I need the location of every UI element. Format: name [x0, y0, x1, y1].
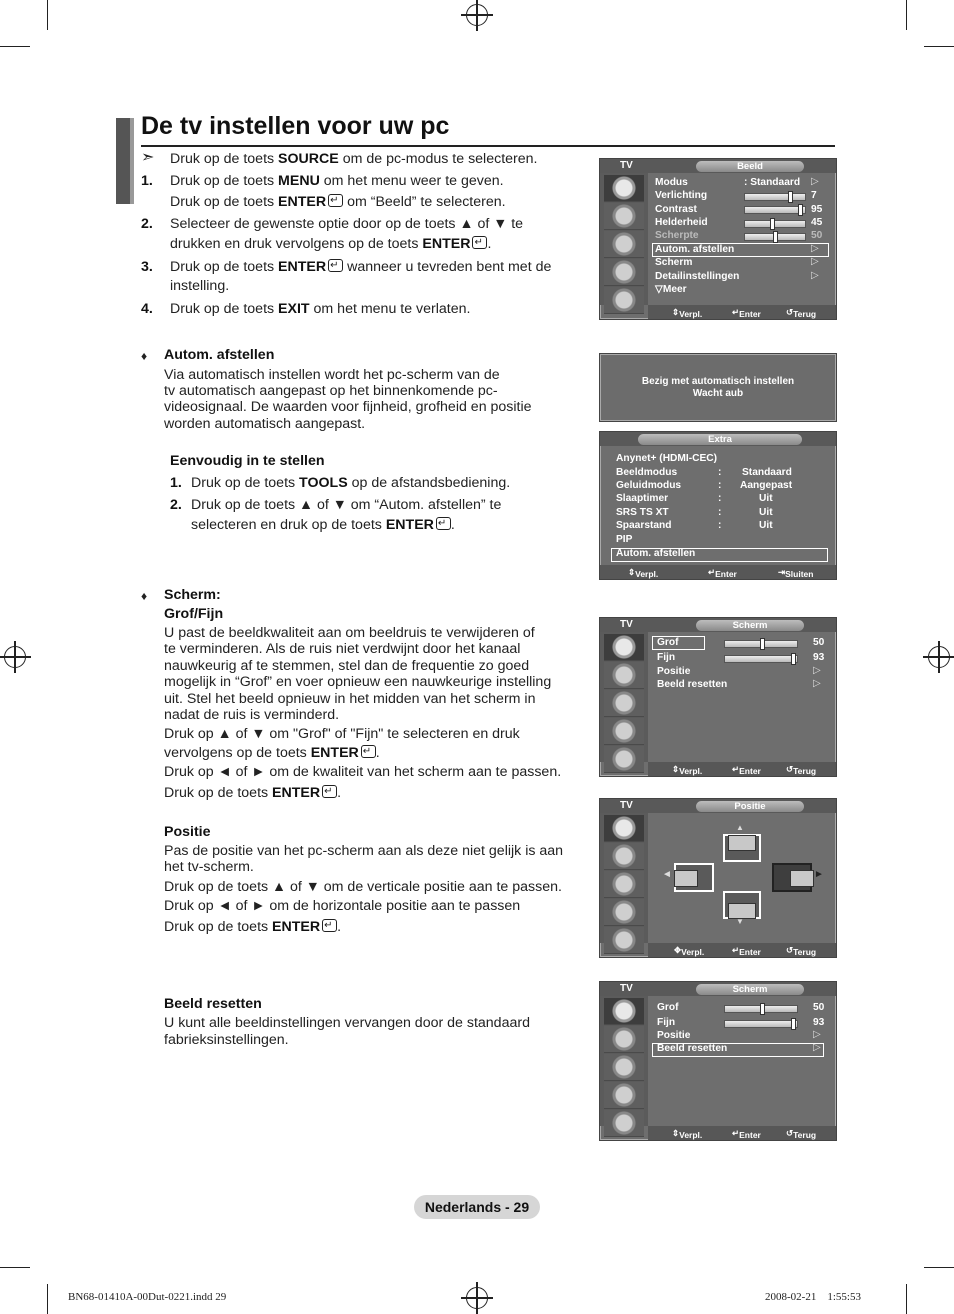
menu-item-slaaptimer[interactable]: Slaaptimer: [616, 493, 669, 504]
step-number: 2.: [170, 497, 182, 513]
menu-header: [600, 159, 836, 173]
heading-text: Eenvoudig in te stellen: [170, 453, 325, 469]
menu-item-autom-afstellen[interactable]: Autom. afstellen: [616, 548, 696, 559]
menu-sep: :: [718, 493, 722, 504]
crop-mark: [924, 46, 954, 47]
arrow-right-icon: ▷: [813, 1029, 821, 1040]
page-number-badge: Nederlands - 29: [414, 1195, 540, 1219]
position-indicator: [674, 870, 698, 887]
step-3-line1: [170, 259, 551, 276]
text: Verpl.: [635, 569, 659, 579]
tv-label: TV: [620, 800, 633, 811]
crop-mark: [906, 0, 907, 30]
step-2-line2: [170, 236, 491, 253]
menu-sidebar: [600, 173, 648, 305]
key-label: ENTER: [310, 745, 359, 761]
menu-value: Aangepast: [740, 480, 793, 491]
heading-text: Beeld resetten: [164, 996, 262, 1012]
menu-item-detailinstellingen[interactable]: Detailinstellingen: [655, 271, 740, 282]
menu-value: 50: [813, 637, 825, 648]
helderheid-slider[interactable]: [744, 220, 806, 228]
menu-sidebar: [600, 632, 648, 762]
menu-footer: [648, 762, 836, 776]
menu-item-beeld-resetten[interactable]: Beeld resetten: [657, 1043, 728, 1054]
positie-instr-2: Druk op ◄ of ► om de horizontale positie aan te passen: [164, 898, 521, 914]
text: Druk op de toets: [170, 259, 279, 275]
text: .: [375, 745, 380, 761]
text: Verpl.: [679, 1130, 703, 1140]
slider-thumb[interactable]: [770, 218, 775, 230]
tv-menu-scherm-reset: [599, 981, 837, 1141]
text: Druk op de toets: [170, 301, 279, 317]
close-hint: ⇥ Sluiten: [778, 567, 814, 579]
enter-hint: ↵ Enter: [708, 567, 737, 579]
slider-thumb[interactable]: [791, 1018, 796, 1030]
back-hint: ↺ Terug: [786, 307, 817, 319]
text: Druk op de toets: [170, 194, 279, 210]
tv-menu-extra: [599, 431, 837, 580]
setup-icon[interactable]: [604, 718, 644, 745]
arrow-right-icon: ▷: [813, 665, 821, 676]
enter-icon: [328, 194, 343, 207]
menu-value: 93: [813, 1017, 825, 1028]
step-number: 2.: [141, 216, 153, 232]
setup-icon[interactable]: [604, 259, 644, 286]
key-label: ENTER: [385, 517, 434, 533]
sound-icon[interactable]: [604, 203, 644, 230]
menu-footer: [648, 1126, 836, 1140]
arrow-right-icon: ▷: [811, 256, 819, 267]
menu-item-geluidmodus[interactable]: Geluidmodus: [616, 480, 682, 491]
enter-hint: ↵ Enter: [732, 307, 761, 319]
arrow-right-icon: ▷: [811, 176, 819, 187]
text: om de pc-modus te selecteren.: [338, 151, 538, 167]
key-label: ENTER: [272, 919, 321, 935]
menu-value: Uit: [759, 493, 773, 504]
menu-header: [600, 982, 836, 996]
slider-thumb[interactable]: [760, 1003, 765, 1015]
menu-item-pip[interactable]: PIP: [616, 534, 633, 545]
text: Enter: [739, 947, 761, 957]
enter-hint: ↵ Enter: [732, 945, 761, 957]
back-hint: ↺ Terug: [786, 1128, 817, 1140]
enter-icon: [361, 745, 376, 758]
sound-icon[interactable]: [604, 662, 644, 689]
crop-mark: [0, 46, 30, 47]
enter-icon: [322, 919, 337, 932]
scherm-instr-4: [164, 785, 341, 802]
step-number: 1.: [141, 173, 153, 189]
heading-text: Autom. afstellen: [164, 347, 275, 363]
crop-mark: [906, 1284, 907, 1314]
key-label: MENU: [278, 173, 320, 189]
reset-body-2: fabrieksinstellingen.: [164, 1032, 289, 1048]
move-hint: ⇕ Verpl.: [672, 307, 703, 319]
section-heading: [164, 347, 274, 364]
back-hint: ↺ Terug: [786, 764, 817, 776]
key-label: ENTER: [278, 259, 327, 275]
reset-body-1: U kunt alle beeldinstellingen vervangen door de standaard: [164, 1015, 530, 1031]
sub-heading: [164, 996, 262, 1013]
text: Terug: [793, 309, 817, 319]
input-icon[interactable]: [604, 1110, 644, 1137]
scherm-body1-1: U past de beeldkwaliteit aan om beeldruis te verwijderen of: [164, 625, 535, 641]
sub-heading: [164, 824, 211, 841]
menu-value: 7: [811, 190, 817, 201]
tv-label: TV: [620, 619, 633, 630]
menu-item-fijn[interactable]: Fijn: [657, 1017, 676, 1028]
menu-item-spaarstand[interactable]: Spaarstand: [616, 520, 672, 531]
text: Enter: [739, 1130, 761, 1140]
menu-item-scherm[interactable]: Scherm: [655, 257, 693, 268]
text: Druk op de toets: [164, 785, 273, 801]
menu-item-autom-afstellen[interactable]: Autom. afstellen: [655, 244, 735, 255]
menu-item-modus[interactable]: Modus: [655, 177, 688, 188]
page-title: De tv instellen voor uw pc: [141, 112, 450, 140]
side-accent-bar: [116, 118, 134, 204]
arrow-left-icon[interactable]: ◄: [662, 869, 672, 880]
text: Enter: [715, 569, 737, 579]
text: Druk op de toets: [191, 475, 300, 491]
move-hint: ⇕ Verpl.: [628, 567, 659, 579]
menu-value: 95: [811, 204, 823, 215]
menu-header: [600, 618, 836, 632]
registration-mark-icon: [4, 646, 26, 668]
menu-title: Scherm: [696, 620, 804, 631]
channel-icon[interactable]: [604, 871, 644, 898]
tv-label: TV: [620, 983, 633, 994]
step-1-line2: [170, 194, 506, 211]
enter-icon: [328, 259, 343, 272]
menu-value: Uit: [759, 507, 773, 518]
menu-item-anynet[interactable]: Anynet+ (HDMI-CEC): [616, 453, 718, 464]
message-line-2: Wacht aub: [692, 388, 744, 399]
section-heading: [164, 587, 221, 604]
crop-mark: [47, 1284, 48, 1314]
grof-slider[interactable]: [724, 640, 798, 648]
enter-icon: [436, 517, 451, 530]
text: Enter: [739, 766, 761, 776]
autom-body-1: Via automatisch instellen wordt het pc-scherm van de: [164, 367, 500, 383]
text: Verpl.: [681, 947, 705, 957]
key-label: TOOLS: [299, 475, 348, 491]
setup-icon[interactable]: [604, 1082, 644, 1109]
text: wanneer u tevreden bent met de: [343, 259, 552, 275]
picture-icon[interactable]: [604, 998, 644, 1025]
menu-item-positie[interactable]: Positie: [657, 1030, 691, 1041]
sub-heading: [170, 453, 325, 470]
text: Terug: [793, 766, 817, 776]
step-number: 1.: [170, 475, 182, 491]
text: Terug: [793, 1130, 817, 1140]
enter-icon: [322, 785, 337, 798]
registration-mark-icon: [928, 646, 950, 668]
picture-icon[interactable]: [604, 634, 644, 661]
fijn-slider[interactable]: [724, 1020, 798, 1028]
intro-note: [170, 151, 537, 168]
text: Druk op de toets: [170, 151, 279, 167]
menu-value: Uit: [759, 520, 773, 531]
text: drukken en druk vervolgens op de toets: [170, 236, 423, 252]
arrow-right-icon: ▷: [811, 270, 819, 281]
step-number: 3.: [141, 259, 153, 275]
arrow-right-icon[interactable]: ►: [814, 869, 824, 880]
text: .: [337, 919, 342, 935]
position-down-box[interactable]: [723, 891, 761, 919]
menu-footer: [648, 943, 836, 957]
text: Verpl.: [679, 309, 703, 319]
move-hint: ✥ Verpl.: [674, 945, 705, 957]
move-hint: ⇕ Verpl.: [672, 1128, 703, 1140]
input-icon[interactable]: [604, 287, 644, 314]
menu-item-verlichting[interactable]: Verlichting: [655, 190, 708, 201]
menu-item-beeldmodus[interactable]: Beeldmodus: [616, 467, 678, 478]
text: .: [450, 517, 455, 533]
key-label: EXIT: [278, 301, 310, 317]
autom-body-2: tv automatisch aangepast op het binnenkomende pc-: [164, 383, 498, 399]
scherm-body1-3: nauwkeurig af te stemmen, stel dan de frequentie zo goed: [164, 658, 530, 674]
auto-adjust-message: [599, 353, 837, 422]
menu-item-beeld-resetten[interactable]: Beeld resetten: [657, 679, 728, 690]
scherm-body1-4: mogelijk in “Grof” en voer opnieuw een nauwkeurige instelling: [164, 674, 552, 690]
picture-icon[interactable]: [604, 815, 644, 842]
setup-icon[interactable]: [604, 899, 644, 926]
picture-icon[interactable]: [604, 175, 644, 202]
arrow-right-icon: ▷: [813, 678, 821, 689]
text: om “Beeld” te selecteren.: [343, 194, 506, 210]
enter-icon: [472, 236, 487, 249]
grof-slider[interactable]: [724, 1005, 798, 1013]
move-hint: ⇕ Verpl.: [672, 764, 703, 776]
menu-item-grof[interactable]: Grof: [657, 637, 679, 648]
menu-title: Beeld: [696, 161, 804, 172]
arrow-right-icon: ▷: [811, 243, 819, 254]
channel-icon[interactable]: [604, 1054, 644, 1081]
menu-sidebar: [600, 813, 648, 943]
note-arrow-icon: ➣: [141, 149, 155, 166]
position-indicator: [728, 835, 756, 851]
menu-title: Scherm: [696, 984, 804, 995]
contrast-slider[interactable]: [744, 206, 806, 214]
menu-value: Standaard: [742, 467, 792, 478]
crop-mark: [47, 0, 48, 30]
menu-sidebar: [600, 996, 648, 1126]
tv-menu-scherm: [599, 617, 837, 777]
scherm-body1-2: te verminderen. Als de ruis niet verdwijnt door het kanaal: [164, 641, 521, 657]
text: om het menu weer te geven.: [319, 173, 504, 189]
enter-hint: ↵ Enter: [732, 1128, 761, 1140]
autom-body-4: worden automatisch aangepast.: [164, 416, 366, 432]
scherm-body1-5: uit. Stel het beeld opnieuw in het midden van het scherm in: [164, 691, 536, 707]
slider-thumb[interactable]: [760, 638, 765, 650]
text: vervolgens op de toets: [164, 745, 311, 761]
scherm-body1-6: nadat de ruis is verminderd.: [164, 707, 340, 723]
text: Sluiten: [785, 569, 814, 579]
key-label: ENTER: [278, 194, 327, 210]
position-indicator: [790, 870, 814, 887]
scherm-instr-1: Druk op ▲ of ▼ om "Grof" of "Fijn" te selecteren en druk: [164, 726, 520, 742]
heading-text: Positie: [164, 824, 211, 840]
menu-header: [600, 799, 836, 813]
positie-instr-3: [164, 919, 341, 936]
menu-title: Extra: [638, 434, 802, 445]
channel-icon[interactable]: [604, 690, 644, 717]
input-icon[interactable]: [604, 927, 644, 954]
menu-title: Positie: [696, 801, 804, 812]
positie-body-1: Pas de positie van het pc-scherm aan als deze niet gelijk is aan: [164, 843, 564, 859]
text: op de afstandsbediening.: [347, 475, 511, 491]
channel-icon[interactable]: [604, 231, 644, 258]
menu-value: 93: [813, 652, 825, 663]
menu-header: [600, 432, 836, 446]
step-number: 4.: [141, 301, 153, 317]
fijn-slider[interactable]: [724, 655, 798, 663]
menu-footer: [600, 565, 836, 579]
tv-label: TV: [620, 160, 633, 171]
menu-value: : Standaard: [744, 177, 801, 188]
scherm-instr-3: Druk op ◄ of ► om de kwaliteit van het scherm aan te passen.: [164, 764, 562, 780]
bullet-icon: ♦: [141, 349, 148, 363]
autom-step-1: [191, 475, 510, 492]
slider-thumb[interactable]: [773, 231, 778, 243]
autom-step-2-line2: [191, 517, 455, 534]
text: Enter: [739, 309, 761, 319]
print-date: 2008-02-21 1:55:53: [765, 1291, 861, 1303]
back-hint: ↺ Terug: [786, 945, 817, 957]
sound-icon[interactable]: [604, 843, 644, 870]
position-right-box[interactable]: [772, 863, 812, 892]
slider-thumb[interactable]: [798, 204, 803, 216]
bullet-icon: ♦: [141, 589, 148, 603]
enter-hint: ↵ Enter: [732, 764, 761, 776]
menu-sep: :: [718, 507, 722, 518]
positie-body-2: het tv-scherm.: [164, 859, 254, 875]
step-3-line2: instelling.: [170, 278, 230, 294]
positie-instr-1: Druk op de toets ▲ of ▼ om de verticale positie aan te passen.: [164, 879, 562, 895]
step-4-line1: [170, 301, 470, 318]
menu-sep: :: [718, 467, 722, 478]
menu-value: 45: [811, 217, 823, 228]
menu-footer: [648, 305, 836, 319]
menu-item-srs[interactable]: SRS TS XT: [616, 507, 669, 518]
scherm-instr-2: [164, 745, 380, 762]
text: Terug: [793, 947, 817, 957]
menu-item-helderheid[interactable]: Helderheid: [655, 217, 708, 228]
text: .: [487, 236, 492, 252]
autom-step-2-line1: Druk op de toets ▲ of ▼ om “Autom. afstellen” te: [191, 497, 502, 513]
position-up-box[interactable]: [723, 834, 761, 862]
menu-item-scherpte[interactable]: Scherpte: [655, 230, 699, 241]
heading-text: Scherm:: [164, 587, 221, 603]
sound-icon[interactable]: [604, 1026, 644, 1053]
menu-item-fijn[interactable]: Fijn: [657, 652, 676, 663]
menu-sep: :: [718, 520, 722, 531]
slider-thumb[interactable]: [788, 191, 793, 203]
menu-sep: :: [718, 480, 722, 491]
registration-mark-icon: [466, 1287, 488, 1309]
registration-mark-icon: [466, 4, 488, 26]
heading-text: Grof/Fijn: [164, 606, 224, 622]
sub-heading: [164, 606, 223, 623]
arrow-up-icon[interactable]: ▲: [736, 823, 744, 832]
step-2-line1: Selecteer de gewenste optie door op de toets ▲ of ▼ te: [170, 216, 524, 232]
text: Druk op de toets: [164, 919, 273, 935]
menu-value: 50: [811, 230, 823, 241]
autom-body-3: videosignaal. De waarden voor fijnheid, grofheid en positie: [164, 399, 532, 415]
menu-item-meer[interactable]: ▽Meer: [655, 284, 687, 295]
text: Verpl.: [679, 766, 703, 776]
arrow-down-icon[interactable]: ▼: [736, 917, 744, 926]
verlichting-slider[interactable]: [744, 193, 806, 201]
slider-thumb[interactable]: [791, 653, 796, 665]
key-label: ENTER: [422, 236, 471, 252]
menu-value: 50: [813, 1002, 825, 1013]
step-1-line1: [170, 173, 504, 190]
tv-menu-positie: [599, 798, 837, 958]
menu-item-grof[interactable]: Grof: [657, 1002, 679, 1013]
message-line-1: Bezig met automatisch instellen: [641, 376, 795, 387]
crop-mark: [0, 1267, 30, 1268]
menu-item-positie[interactable]: Positie: [657, 666, 691, 677]
text: om het menu te verlaten.: [309, 301, 471, 317]
key-label: ENTER: [272, 785, 321, 801]
menu-item-contrast[interactable]: Contrast: [655, 204, 697, 215]
file-name: BN68-01410A-00Dut-0221.indd 29: [68, 1291, 227, 1303]
title-rule: [141, 145, 835, 147]
key-label: SOURCE: [278, 151, 339, 167]
text: Druk op de toets: [170, 173, 279, 189]
arrow-right-icon: ▷: [813, 1042, 821, 1053]
text: selecteren en druk op de toets: [191, 517, 386, 533]
scherpte-slider[interactable]: [744, 233, 806, 241]
crop-mark: [924, 1267, 954, 1268]
input-icon[interactable]: [604, 746, 644, 773]
text: .: [337, 785, 342, 801]
position-left-box[interactable]: [674, 863, 714, 892]
tv-menu-beeld: [599, 158, 837, 320]
